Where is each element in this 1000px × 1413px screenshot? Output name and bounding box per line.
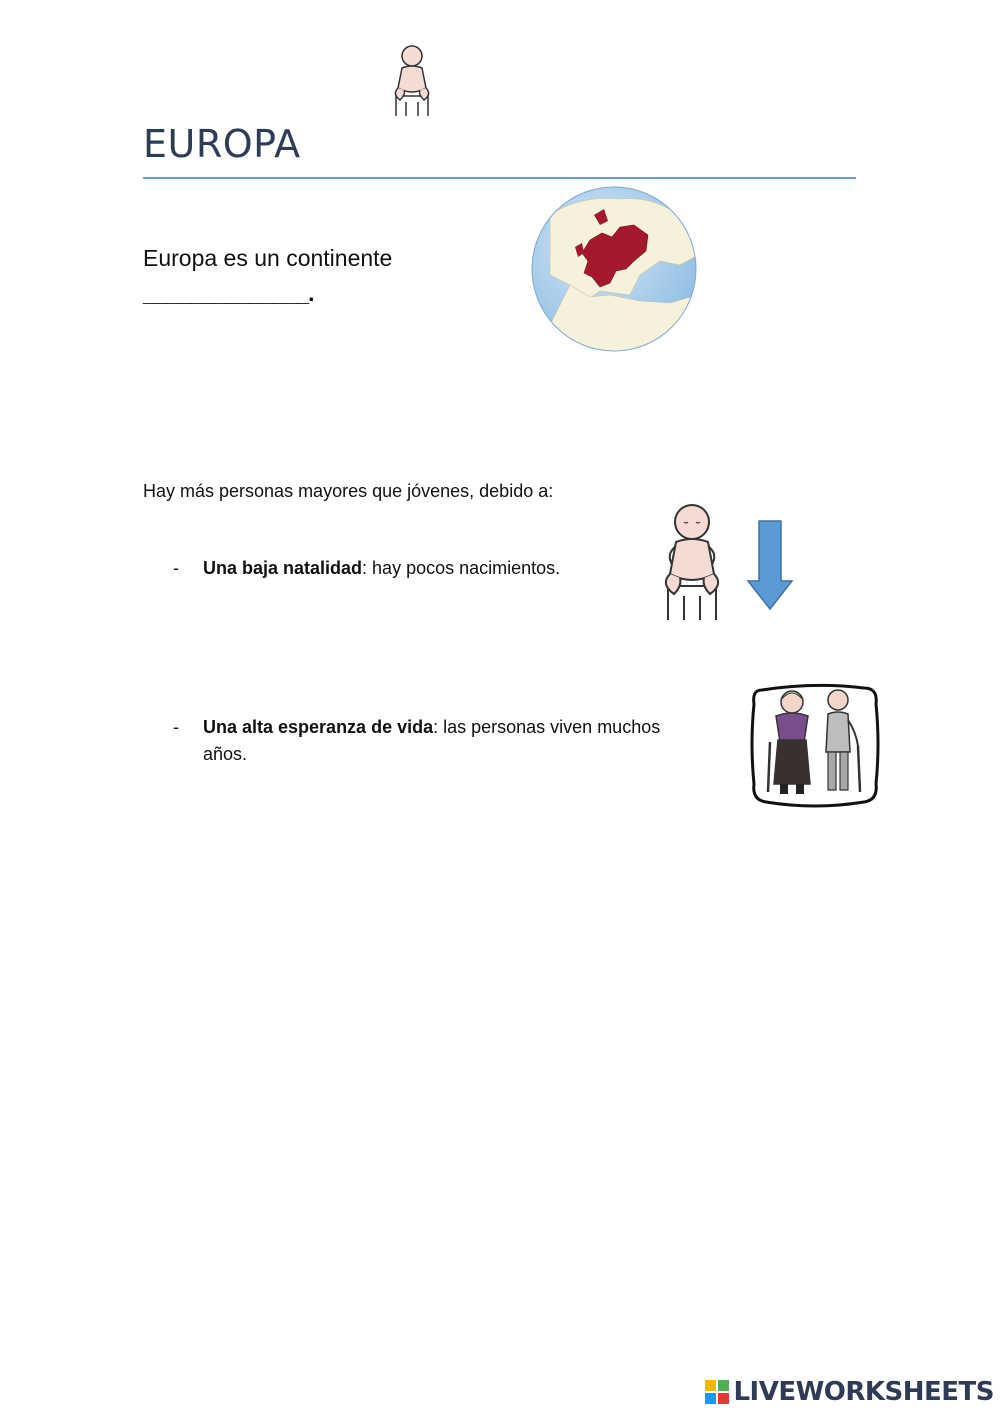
bullet-term: Una baja natalidad [203,558,363,578]
answer-input[interactable] [143,282,342,306]
baby-icon [656,502,728,622]
list-item [203,714,733,768]
intro-text: Hay más personas mayores que jóvenes, debido a: [143,481,554,501]
list-item [203,555,560,582]
title-divider [143,177,856,179]
down-arrow-icon [746,519,794,611]
europe-globe-icon [530,185,698,353]
bullet-dash: - [173,558,179,578]
bullet-description: : las personas viven muchos [433,717,661,737]
bullet-description: : hay pocos nacimientos. [362,558,561,578]
page-title: EUROPA [143,122,301,166]
baby-icon [388,44,436,118]
elderly-couple-icon [750,680,880,808]
watermark-text: LIVEWORKSHEETS [733,1377,994,1407]
bullet-term: Una alta esperanza de vida [203,717,434,737]
bullet-description-continued: años. [203,744,248,764]
liveworksheets-logo-icon [705,1380,729,1404]
answer-blank-line: ______________. [143,280,314,306]
question-text: Europa es un continente [143,245,393,271]
bullet-dash: - [173,717,179,737]
liveworksheets-watermark [705,1377,994,1407]
